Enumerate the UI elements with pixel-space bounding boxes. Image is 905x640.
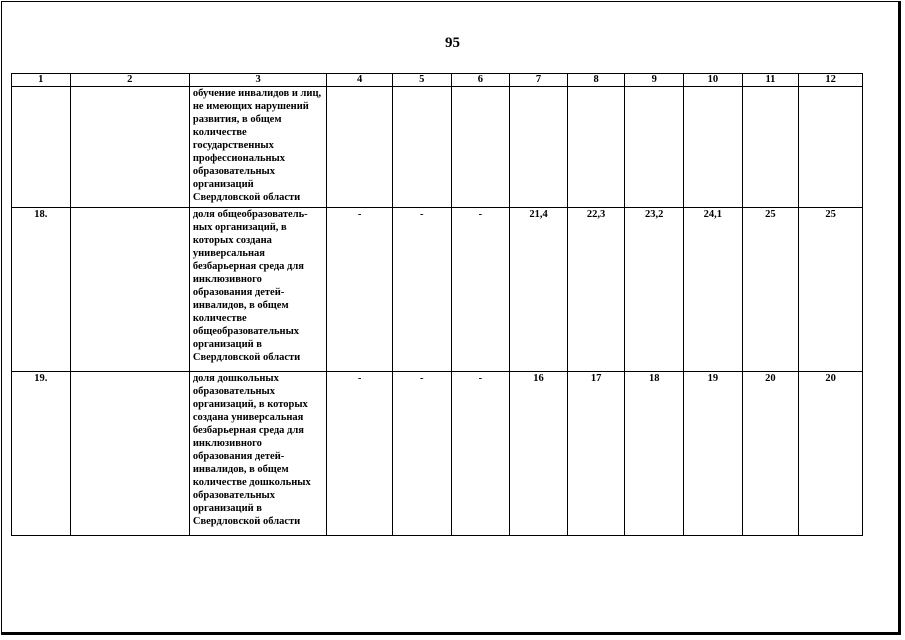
column-header: 4 bbox=[327, 74, 393, 87]
table-cell bbox=[70, 372, 189, 536]
table-row bbox=[12, 87, 863, 208]
value-cell: 25 bbox=[799, 208, 863, 372]
value-cell: - bbox=[451, 372, 510, 536]
value-cell: - bbox=[451, 208, 510, 372]
table-row bbox=[12, 372, 863, 536]
value-cell: 16 bbox=[510, 372, 568, 536]
page-number: 95 bbox=[445, 35, 460, 51]
value-cell: 24,1 bbox=[684, 208, 743, 372]
column-header: 3 bbox=[189, 74, 326, 87]
indicators-table bbox=[11, 73, 863, 536]
value-cell bbox=[510, 87, 568, 208]
column-header: 12 bbox=[799, 74, 863, 87]
value-cell: 17 bbox=[567, 372, 625, 536]
column-header: 8 bbox=[567, 74, 625, 87]
value-cell: 20 bbox=[799, 372, 863, 536]
value-cell: - bbox=[393, 208, 452, 372]
column-header: 11 bbox=[742, 74, 799, 87]
description-cell: доля общеобразователь-ных организаций, в которых создана универсальная безбарьерная среда для инклюзивного образования детей-инвалидов, в общем количестве общеобразовательных организаций в Свердловской области bbox=[189, 208, 326, 372]
value-cell: 23,2 bbox=[625, 208, 684, 372]
description-cell: доля дошкольных образовательных организаций, в которых создана универсальная безбарьерная среда для инклюзивного образования детей-инвалидов, в общем количестве дошкольных образовательных организаций в Свердловской области bbox=[189, 372, 326, 536]
value-cell: 19 bbox=[684, 372, 743, 536]
value-cell bbox=[625, 87, 684, 208]
value-cell bbox=[799, 87, 863, 208]
column-header: 6 bbox=[451, 74, 510, 87]
table-cell bbox=[70, 208, 189, 372]
table-row bbox=[12, 208, 863, 372]
value-cell: - bbox=[393, 372, 452, 536]
column-header: 7 bbox=[510, 74, 568, 87]
column-header: 10 bbox=[684, 74, 743, 87]
header-row bbox=[12, 74, 863, 87]
value-cell bbox=[684, 87, 743, 208]
value-cell: 18 bbox=[625, 372, 684, 536]
column-header: 5 bbox=[393, 74, 452, 87]
value-cell: - bbox=[327, 208, 393, 372]
value-cell: 20 bbox=[742, 372, 799, 536]
value-cell bbox=[393, 87, 452, 208]
row-number-cell bbox=[12, 87, 71, 208]
value-cell: - bbox=[327, 372, 393, 536]
column-header: 1 bbox=[12, 74, 71, 87]
value-cell bbox=[742, 87, 799, 208]
value-cell bbox=[327, 87, 393, 208]
column-header: 2 bbox=[70, 74, 189, 87]
value-cell: 25 bbox=[742, 208, 799, 372]
value-cell: 22,3 bbox=[567, 208, 625, 372]
value-cell bbox=[451, 87, 510, 208]
table-cell bbox=[70, 87, 189, 208]
column-header: 9 bbox=[625, 74, 684, 87]
value-cell: 21,4 bbox=[510, 208, 568, 372]
row-number-cell: 18. bbox=[12, 208, 71, 372]
description-cell: обучение инвалидов и лиц, не имеющих нарушений развития, в общем количестве государственных профессиональных образовательных организаций Свердловской области bbox=[189, 87, 326, 208]
value-cell bbox=[567, 87, 625, 208]
row-number-cell: 19. bbox=[12, 372, 71, 536]
